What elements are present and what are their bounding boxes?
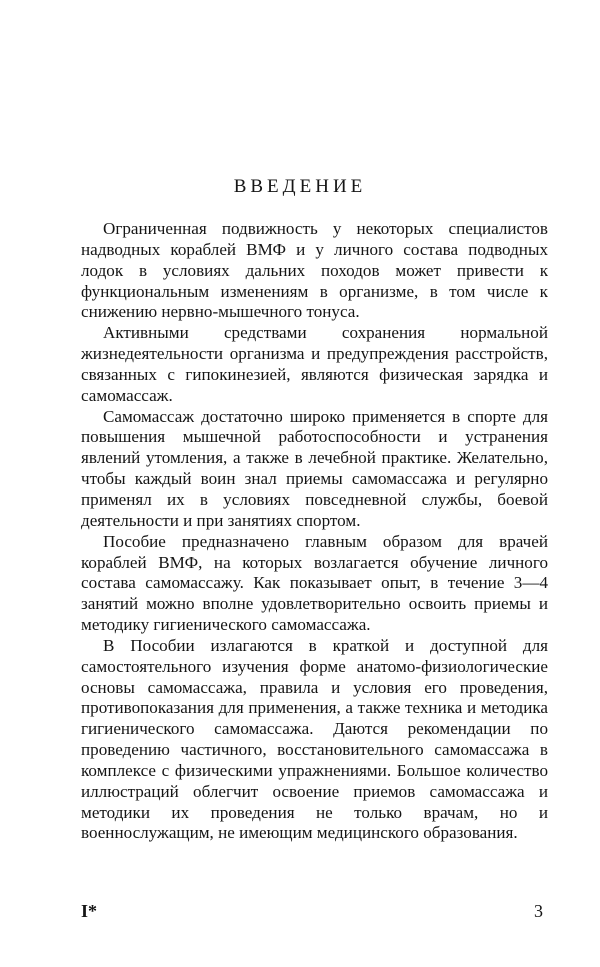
paragraph-1: Ограниченная подвижность у некоторых специалистов надводных кораблей ВМФ и у личного состава подводных лодок в условиях дальних походов может привести к функциональным изменениям в организме, в том числе к снижению нервно-мышечного тонуса. xyxy=(81,219,548,322)
paragraph-2: Активными средствами сохранения нормальной жизнедеятельности организма и предупреждения расстройств, связанных с гипокинезией, являются физическая зарядка и самомассаж. xyxy=(81,323,548,405)
paragraph-4: Пособие предназначено главным образом для врачей кораблей ВМФ, на которых возлагается обучение личного состава самомассажу. Как показывает опыт, в течение 3—4 занятий можно вполне удовлетворительно освоить приемы и методику гигиенического самомассажа. xyxy=(81,531,548,635)
paragraph-5: В Пособии излагаются в краткой и доступной для самостоятельного изучения форме анатомо-физиологические основы самомассажа, правила и условия его проведения, противопоказания для применения, а также техника и методика гигиенического самомассажа. Даются рекомендации по проведению частичного, восстановительного самомассажа в комплексе с физическими упражнениями. Большое количество иллюстраций облегчит освоение приемов самомассажа и методики их проведения не только врачам, но и военнослужащим, не имеющим медицинского образования. xyxy=(81,635,548,843)
page-title: ВВЕДЕНИЕ xyxy=(233,176,367,197)
body-text xyxy=(81,219,548,844)
paragraph-3: Самомассаж достаточно широко применяется в спорте для повышения мышечной работоспособности и устранения явлений утомления, а также в лечебной практике. Желательно, чтобы каждый воин знал приемы самомассажа и регулярно применял их в условиях повседневной службы, боевой деятельности и при занятиях спортом. xyxy=(81,406,548,530)
signature-mark: I* xyxy=(81,901,98,921)
page-number: 3 xyxy=(534,901,543,921)
